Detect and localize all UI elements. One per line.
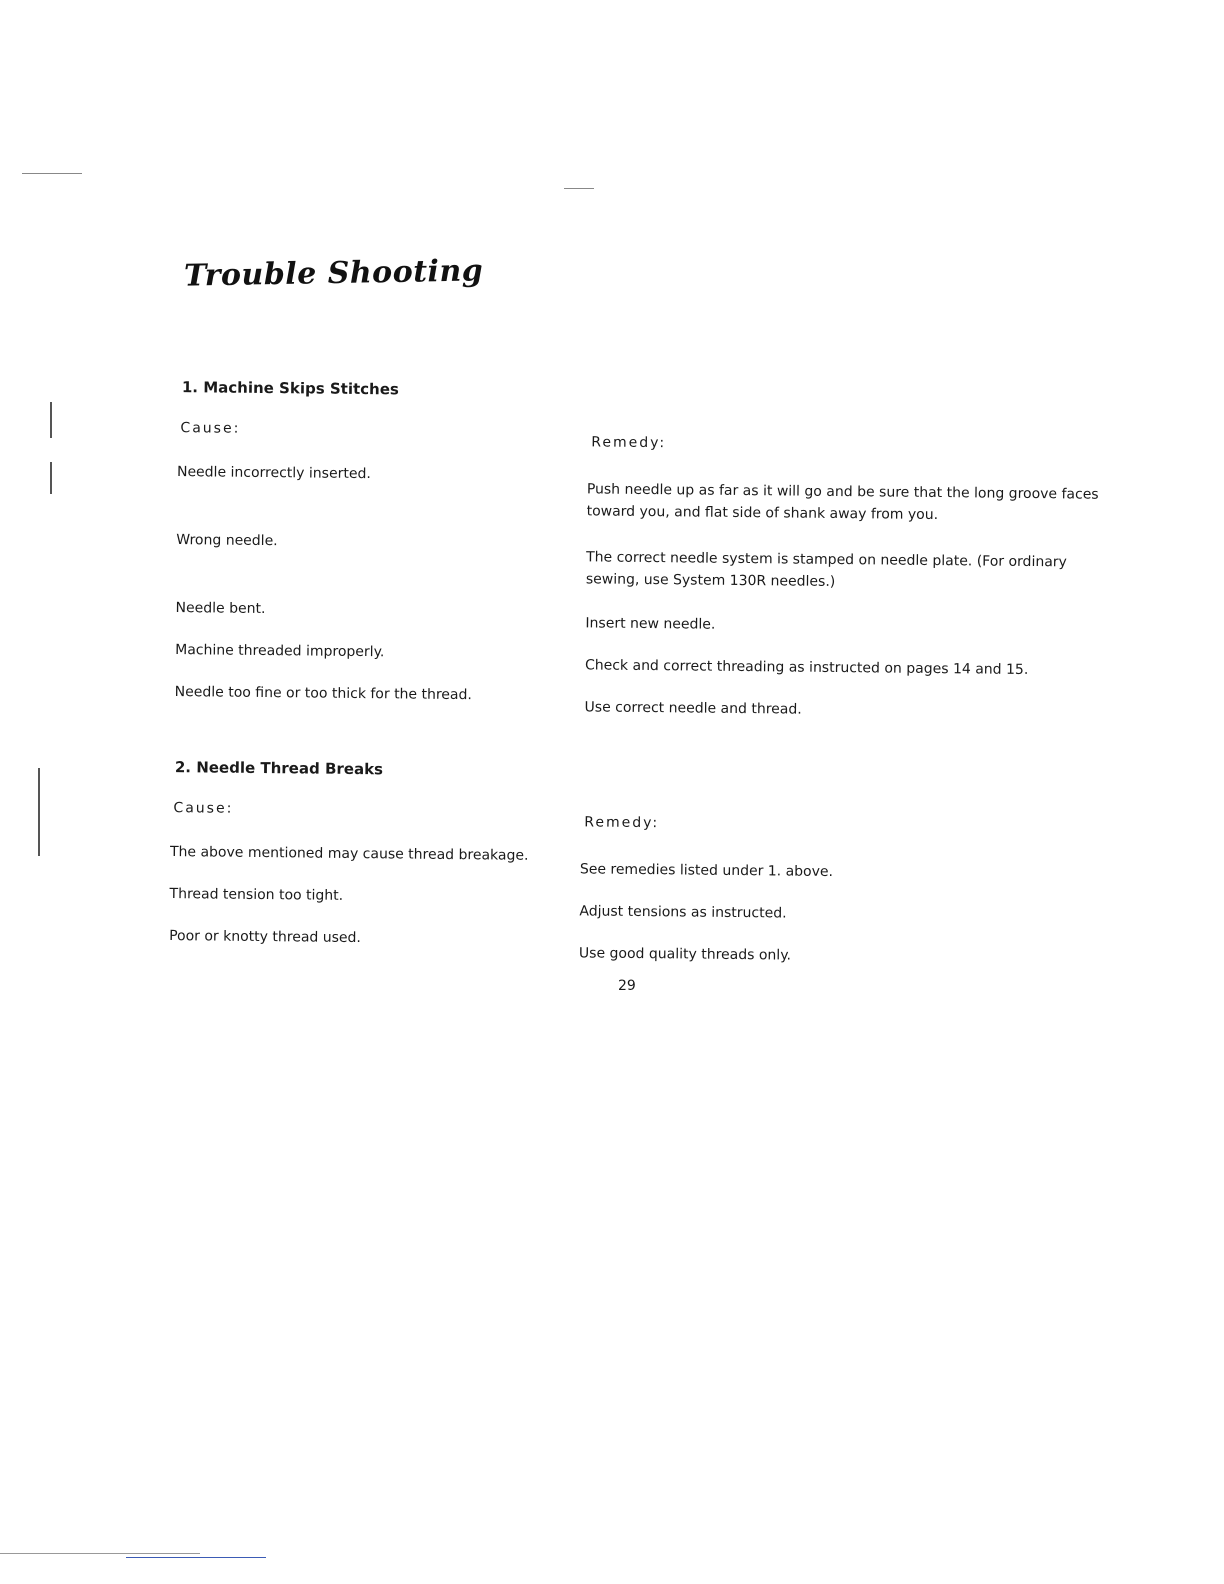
scan-artifact bbox=[50, 402, 52, 438]
cause-label: Cause: bbox=[180, 420, 241, 437]
section-heading: 2. Needle Thread Breaks bbox=[174, 758, 384, 779]
cause-text: Thread tension too tight. bbox=[169, 886, 344, 904]
remedy-text: See remedies listed under 1. above. bbox=[579, 861, 834, 881]
remedy-text: Insert new needle. bbox=[585, 615, 716, 633]
scan-artifact bbox=[126, 1557, 266, 1558]
section-needle-thread-breaks bbox=[165, 758, 1125, 964]
scan-artifact bbox=[564, 188, 594, 189]
remedy-text: Use good quality threads only. bbox=[578, 945, 792, 964]
remedy-label: Remedy: bbox=[591, 434, 667, 452]
scan-artifact bbox=[38, 816, 40, 856]
remedy-text: Use correct needle and thread. bbox=[584, 699, 802, 718]
cause-text: Machine threaded improperly. bbox=[175, 642, 385, 661]
remedy-text: Push needle up as far as it will go and be sure that the long groove faces toward you, and flat side of shank away from you. bbox=[586, 481, 1099, 524]
remedy-text: The correct needle system is stamped on needle plate. (For ordinary sewing, use System 130R needles.) bbox=[585, 549, 1067, 590]
page-title: Trouble Shooting bbox=[183, 253, 484, 294]
cause-text: Wrong needle. bbox=[176, 532, 278, 550]
cause-text: Poor or knotty thread used. bbox=[169, 928, 361, 947]
section-heading: 1. Machine Skips Stitches bbox=[181, 378, 399, 399]
section-machine-skips-stitches bbox=[172, 378, 1132, 718]
cause-text: Needle bent. bbox=[175, 600, 266, 617]
scan-artifact bbox=[38, 768, 40, 818]
cause-text: Needle incorrectly inserted. bbox=[176, 464, 371, 483]
cause-text: Needle too fine or too thick for the thread. bbox=[174, 684, 472, 704]
cause-text: The above mentioned may cause thread breakage. bbox=[169, 844, 529, 864]
scan-artifact bbox=[50, 462, 52, 494]
page-number: 29 bbox=[618, 978, 636, 994]
remedy-text: Check and correct threading as instructed on pages 14 and 15. bbox=[584, 657, 1029, 678]
remedy-label: Remedy: bbox=[584, 814, 660, 832]
scan-artifact bbox=[22, 173, 82, 174]
remedy-text: Adjust tensions as instructed. bbox=[579, 903, 787, 922]
scan-artifact bbox=[0, 1553, 200, 1554]
cause-label: Cause: bbox=[173, 800, 234, 817]
